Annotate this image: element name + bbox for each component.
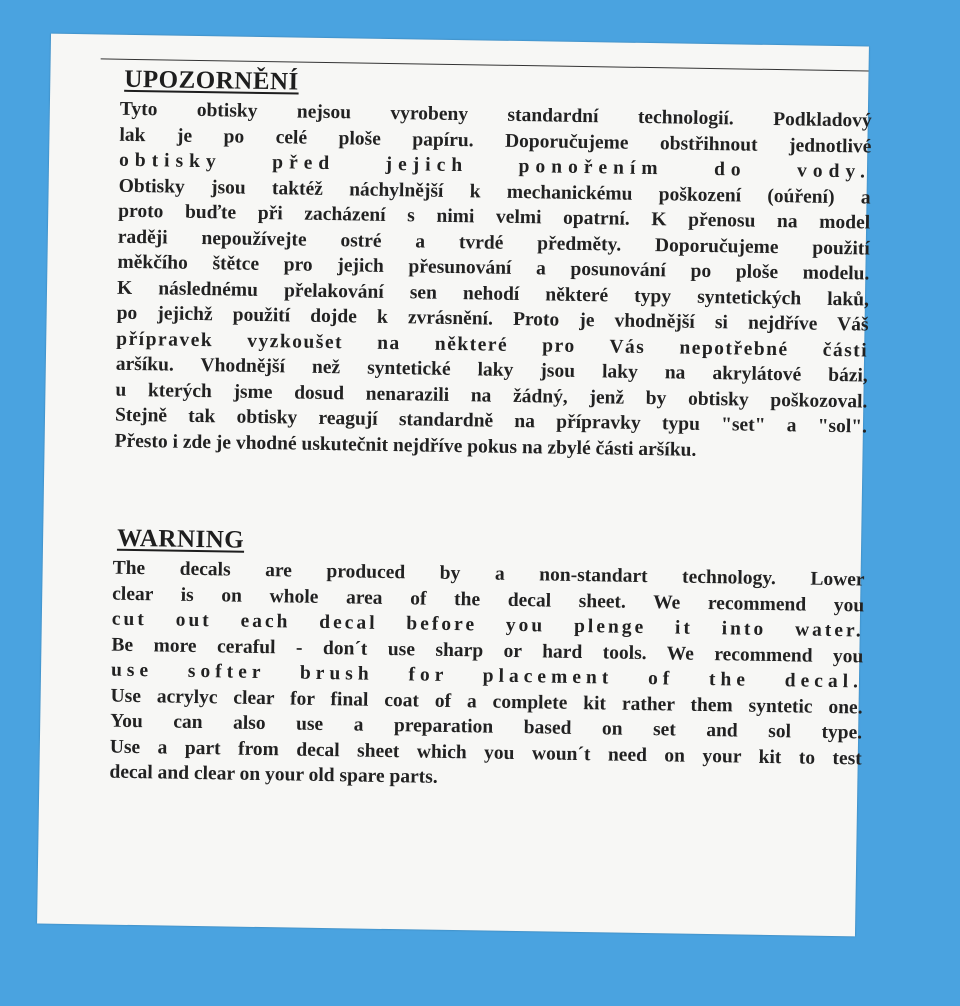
text-line: clear is on whole area of the decal sheet. We recommend you [112,583,865,616]
text-line: obtisky před jejich ponořením do vody. [118,149,872,183]
czech-paragraph [114,97,872,466]
text-line: raději nepoužívejte ostré a tvrdé předměty. Doporučujeme použití [117,226,870,260]
text-line: u kterých jsme dosud nenarazili na žádný, jenž by obtisky poškozoval. [115,379,868,412]
text-line: Be more ceraful - don´t use sharp or hard tools. We recommend you [111,634,864,667]
text-line: cut out each decal before you plenge it into water. [111,608,864,642]
text-line: lak je po celé ploše papíru. Doporučujeme obstřihnout jednotlivé [119,124,872,158]
czech-heading: UPOZORNĚNÍ [124,65,299,96]
text-line: proto buďte při zacházení s nimi velmi opatrní. K přenosu na model [118,200,871,234]
text-line: The decals are produced by a non-standart technology. Lower [112,557,865,591]
text-line: Use a part from decal sheet which you woun´t need on your kit to test [109,736,862,769]
text-line: aršíku. Vhodnější než syntetické laky jsou laky na akrylátové bázi, [115,353,868,387]
text-line: You can also use a preparation based on set and sol type. [110,710,863,744]
text-line: Přesto i zde je vhodné uskutečnit nejdříve pokus na zbylé části aršíku. [114,430,697,461]
text-line: Use acrylyc clear for final coat of a complete kit rather them syntetic one. [110,685,863,718]
text-line: decal and clear on your old spare parts. [109,761,438,788]
text-line: use softer brush for placement of the decal. [110,659,864,693]
text-line: měkčího štětce pro jejich přesunování a posunování po ploše modelu. [117,251,870,285]
text-line: přípravek vyzkoušet na některé pro Vás nepotřebné části [116,328,869,362]
english-heading: WARNING [116,524,245,554]
english-paragraph [109,556,865,797]
text-line: po jejichž použití dojde k zvrásnění. Proto je vhodnější si nejdříve Váš [116,302,869,336]
text-line: Obtisky jsou taktéž náchylnější k mechanickému poškození (oúření) a [118,175,871,209]
text-line: K následnému přelakování sen nehodí některé typy syntetických laků, [116,277,870,311]
text-line: Stejně tak obtisky reagují standardně na přípravky typu "set" a "sol". [114,404,868,438]
text-line: Tyto obtisky nejsou vyrobeny standardní technologií. Podkladový [119,98,872,132]
decal-instruction-sheet [37,34,872,937]
